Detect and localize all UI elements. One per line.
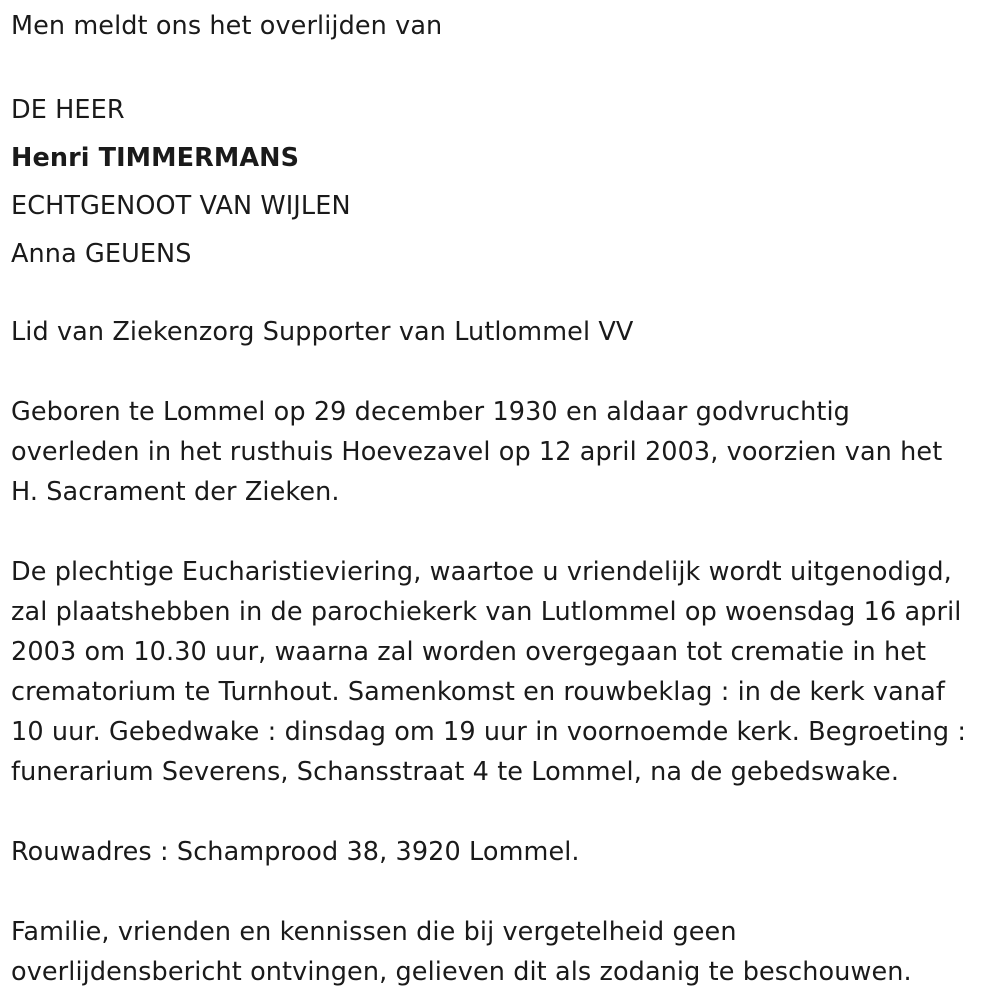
paragraph-line: funerarium Severens, Schansstraat 4 te Lommel, na de gebedswake. <box>11 757 900 787</box>
spacer <box>11 512 1000 552</box>
intro-text: Men meldt ons het overlijden van <box>11 11 443 41</box>
relation-text: ECHTGENOOT VAN WIJLEN <box>11 191 351 221</box>
paragraph-line: Geboren te Lommel op 29 december 1930 en aldaar godvruchtig <box>11 397 850 427</box>
paragraph-line: zal plaatshebben in de parochiekerk van Lutlommel op woensdag 16 april <box>11 597 962 627</box>
mourning-address: Rouwadres : Schamprood 38, 3920 Lommel. <box>11 837 580 867</box>
paragraph-line: overlijdensbericht ontvingen, gelieven dit als zodanig te beschouwen. <box>11 957 912 987</box>
ceremony-paragraph <box>11 552 1000 792</box>
paragraph-line: crematorium te Turnhout. Samenkomst en rouwbeklag : in de kerk vanaf <box>11 677 945 707</box>
spacer <box>11 792 1000 832</box>
spacer <box>11 278 1000 312</box>
paragraph-line: 10 uur. Gebedwake : dinsdag om 19 uur in voornoemde kerk. Begroeting : <box>11 717 967 747</box>
paragraph-line: overleden in het rusthuis Hoevezavel op 12 april 2003, voorzien van het <box>11 437 943 467</box>
spacer <box>11 352 1000 392</box>
deceased-block <box>11 86 1000 278</box>
paragraph-line: Familie, vrienden en kennissen die bij vergetelheid geen <box>11 917 737 947</box>
honorific: DE HEER <box>11 95 125 125</box>
paragraph-line: H. Sacrament der Zieken. <box>11 477 340 507</box>
spacer <box>11 872 1000 912</box>
deceased-name: Henri TIMMERMANS <box>11 143 300 173</box>
paragraph-line: De plechtige Eucharistieviering, waartoe u vriendelijk wordt uitgenodigd, <box>11 557 952 587</box>
spouse-name: Anna GEUENS <box>11 239 192 269</box>
paragraph-line: 2003 om 10.30 uur, waarna zal worden overgegaan tot crematie in het <box>11 637 927 667</box>
membership-text: Lid van Ziekenzorg Supporter van Lutlommel VV <box>11 317 634 347</box>
birth-death-paragraph <box>11 392 1000 512</box>
closing-paragraph <box>11 912 1000 992</box>
spacer <box>11 46 1000 86</box>
